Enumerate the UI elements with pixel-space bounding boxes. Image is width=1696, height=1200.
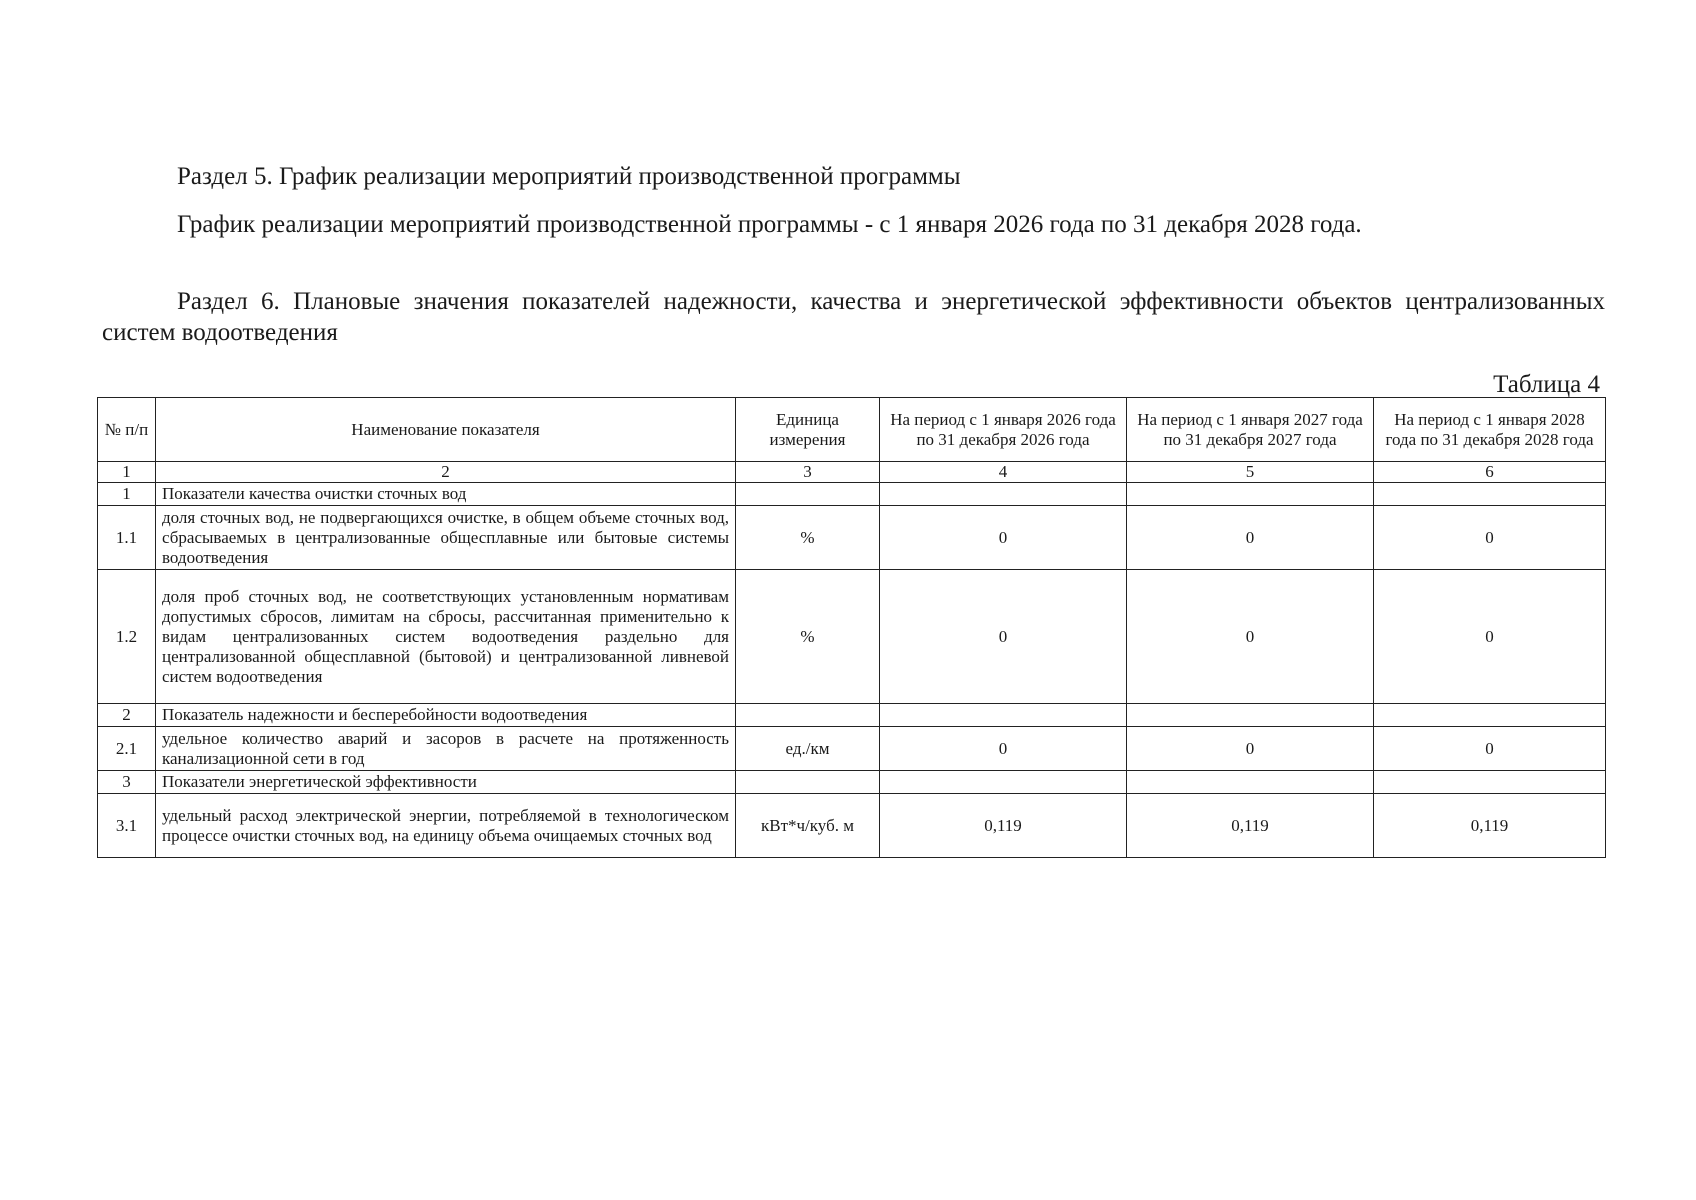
value-2026: 0,119: [880, 794, 1127, 858]
indicator-name: удельный расход электрической энергии, потребляемой в технологическом процессе очистки сточных вод, на единицу объема очищаемых сточных вод: [156, 794, 736, 858]
header-period-2027: На период с 1 января 2027 года по 31 декабря 2027 года: [1127, 398, 1374, 462]
column-number: 2: [156, 462, 736, 483]
column-number: 6: [1374, 462, 1606, 483]
header-period-2026: На период с 1 января 2026 года по 31 декабря 2026 года: [880, 398, 1127, 462]
indicators-table: [97, 397, 1606, 858]
header-unit: Единица измерения: [736, 398, 880, 462]
section-name: Показатели качества очистки сточных вод: [156, 483, 736, 506]
value-2026: 0: [880, 506, 1127, 570]
column-number-row: [98, 462, 1606, 483]
row-number: 1: [98, 483, 156, 506]
table-row: [98, 570, 1606, 704]
table-header-row: [98, 398, 1606, 462]
table-row: [98, 794, 1606, 858]
table-section-row: [98, 704, 1606, 727]
table-caption: Таблица 4: [1493, 371, 1600, 398]
value-2028: 0,119: [1374, 794, 1606, 858]
section5-title: Раздел 5. График реализации мероприятий производственной программы: [177, 163, 961, 190]
column-number: 4: [880, 462, 1127, 483]
column-number: 1: [98, 462, 156, 483]
table-row: [98, 727, 1606, 771]
column-number: 5: [1127, 462, 1374, 483]
section6-title: Раздел 6. Плановые значения показателей надежности, качества и энергетической эффективности объектов централизованных систем водоотведения: [102, 288, 1605, 346]
value-2026: 0: [880, 727, 1127, 771]
value-2027: 0,119: [1127, 794, 1374, 858]
row-number: 2.1: [98, 727, 156, 771]
section5-text: График реализации мероприятий производственной программы - с 1 января 2026 года по 31 декабря 2028 года.: [177, 211, 1362, 238]
header-period-2028: На период с 1 января 2028 года по 31 декабря 2028 года: [1374, 398, 1606, 462]
table-row: [98, 506, 1606, 570]
row-number: 3.1: [98, 794, 156, 858]
value-2028: 0: [1374, 727, 1606, 771]
row-number: 1.2: [98, 570, 156, 704]
column-number: 3: [736, 462, 880, 483]
table-section-row: [98, 483, 1606, 506]
indicator-name: доля проб сточных вод, не соответствующих установленным нормативам допустимых сбросов, лимитам на сбросы, рассчитанная применительно к видам централизованных систем водоотведения раздельно для централизованной общесплавной (бытовой) и централизованной ливневой систем водоотведения: [156, 570, 736, 704]
indicator-unit: %: [736, 570, 880, 704]
indicator-unit: %: [736, 506, 880, 570]
header-name: Наименование показателя: [156, 398, 736, 462]
row-number: 1.1: [98, 506, 156, 570]
value-2027: 0: [1127, 570, 1374, 704]
value-2027: 0: [1127, 727, 1374, 771]
indicator-unit: ед./км: [736, 727, 880, 771]
section-name: Показатель надежности и бесперебойности водоотведения: [156, 704, 736, 727]
value-2027: 0: [1127, 506, 1374, 570]
indicator-unit: кВт*ч/куб. м: [736, 794, 880, 858]
indicator-name: доля сточных вод, не подвергающихся очистке, в общем объеме сточных вод, сбрасываемых в централизованные общесплавные или бытовые системы водоотведения: [156, 506, 736, 570]
row-number: 3: [98, 771, 156, 794]
value-2028: 0: [1374, 506, 1606, 570]
value-2028: 0: [1374, 570, 1606, 704]
value-2026: 0: [880, 570, 1127, 704]
section-name: Показатели энергетической эффективности: [156, 771, 736, 794]
indicator-name: удельное количество аварий и засоров в расчете на протяженность канализационной сети в год: [156, 727, 736, 771]
header-num: № п/п: [98, 398, 156, 462]
table-section-row: [98, 771, 1606, 794]
row-number: 2: [98, 704, 156, 727]
